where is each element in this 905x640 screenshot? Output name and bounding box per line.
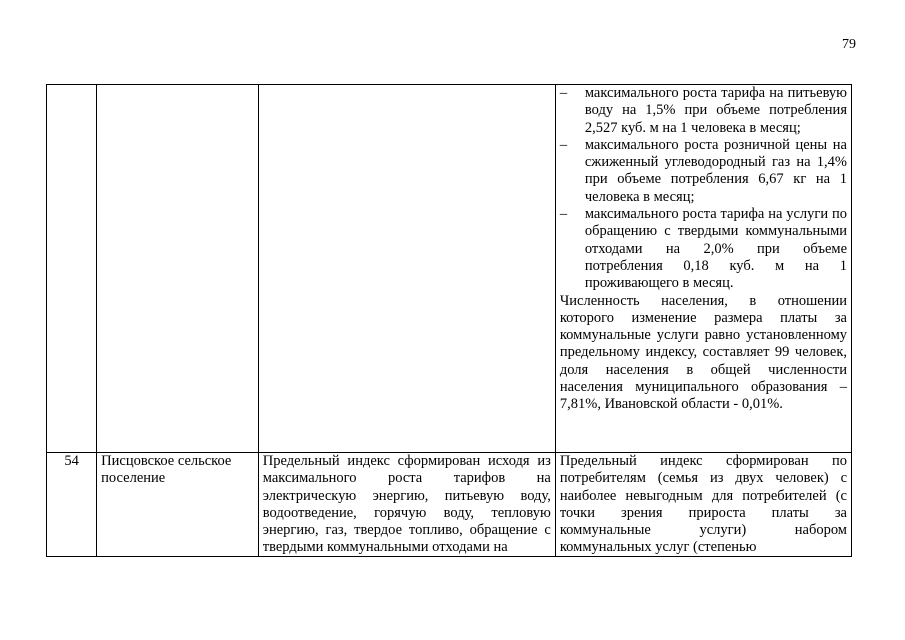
index-basis-text: Предельный индекс сформирован исходя из максимального роста тарифов на электрическую энергию, питьевую воду, водоотведение, горячую воду, тепловую энергию, газ, твердое топливо, обращение с твердыми коммунальными отходами на xyxy=(258,453,555,557)
row-number: 54 xyxy=(47,453,97,557)
cell-index-detail xyxy=(555,85,851,453)
dash-bullet: – xyxy=(559,85,568,101)
settlement-name: Писцовское сельское поселение xyxy=(97,453,259,557)
settlements-table xyxy=(46,84,852,557)
population-paragraph: Численность населения, в отношении которого изменение размера платы за коммунальные услуги равно установленному предельному индексу, составляет 99 человек, доля населения в общей численности населения муниципального образования – 7,81%, Ивановской области - 0,01%. xyxy=(559,292,847,413)
cell-index-basis-empty xyxy=(258,85,555,453)
cell-number-empty xyxy=(47,85,97,453)
table-row-continued xyxy=(47,85,852,453)
dash-bullet: – xyxy=(559,206,568,223)
index-method-text: Предельный индекс сформирован по потребителям (семья из двух человек) с наиболее невыгодным для потребителей (с точки зрения прироста платы за коммунальные услуги) набором коммунальных услуг (степенью xyxy=(555,453,851,557)
bullet-text: максимального роста тарифа на питьевую воду на 1,5% при объеме потребления 2,527 куб. м на 1 человека в месяц; xyxy=(584,85,847,136)
dash-bullet: – xyxy=(559,136,568,153)
page-number: 79 xyxy=(842,37,856,52)
bullet-text: максимального роста тарифа на услуги по обращению с твердыми коммунальными отходами на 2,0% при объеме потребления 0,18 куб. м на 1 проживающего в месяц. xyxy=(584,206,847,292)
table-row-54 xyxy=(47,453,852,557)
list-item xyxy=(560,206,847,292)
bullet-text: максимального роста розничной цены на сжиженный углеводородный газ на 1,4% при объеме потребления 6,67 кг на 1 человека в месяц; xyxy=(584,136,847,205)
cell-settlement-empty xyxy=(97,85,259,453)
tariff-growth-list xyxy=(560,85,847,293)
list-item xyxy=(560,137,847,206)
list-item xyxy=(560,85,847,137)
